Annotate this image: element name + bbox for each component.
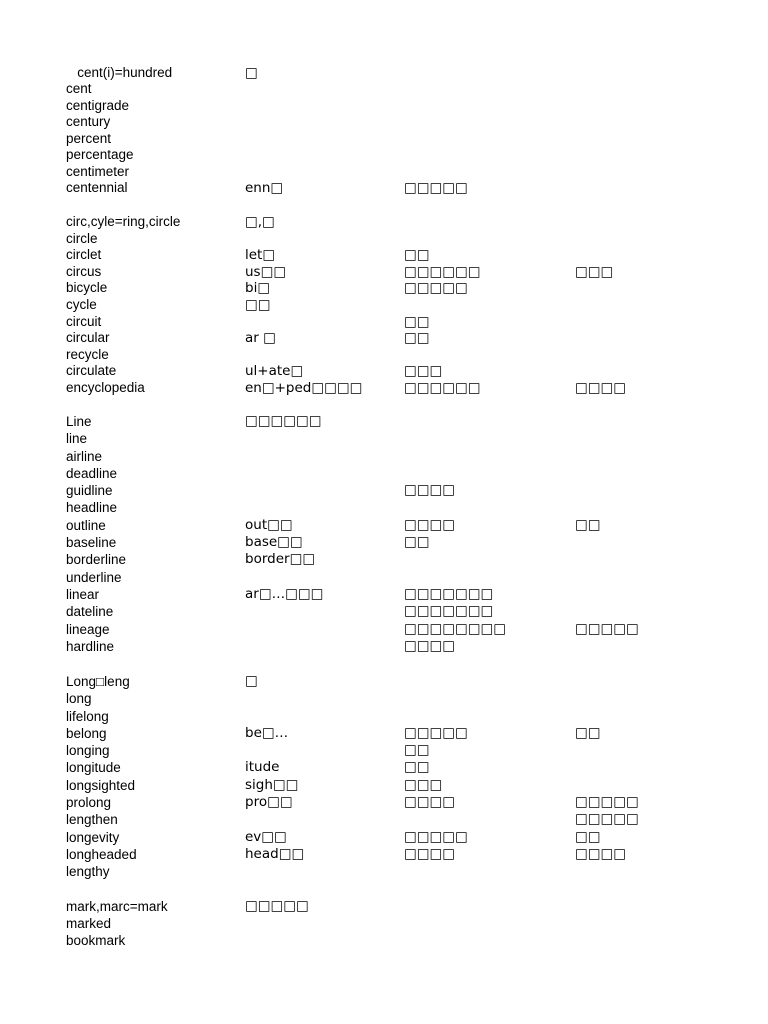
entry-note: enn□: [245, 180, 284, 197]
word-group: [0, 898, 768, 950]
entry-term: longevity: [66, 829, 120, 845]
entry-meaning: □□□□: [404, 845, 456, 862]
entry-meaning: □□□□□□□: [404, 603, 494, 620]
entry-meaning: □□: [404, 247, 430, 264]
entry-term: prolong: [66, 795, 112, 811]
entry-row: [0, 725, 768, 742]
entry-row: [0, 638, 768, 655]
entry-term: centimeter: [66, 163, 130, 179]
word-group: [0, 413, 768, 655]
entry-term: circ,cyle=ring,circle: [66, 214, 181, 229]
entry-term: belong: [66, 725, 107, 741]
entry-meaning: □□□□: [404, 637, 456, 654]
entry-row: [0, 759, 768, 776]
entry-meaning: □□: [404, 759, 430, 776]
entry-term: Long□leng: [66, 674, 130, 689]
entry-note: let□: [245, 247, 276, 264]
entry-term: cycle: [66, 296, 97, 312]
entry-term: hardline: [66, 638, 115, 654]
entry-term: borderline: [66, 552, 127, 568]
entry-term: cent(i)=hundred: [66, 65, 173, 80]
word-group-heading-row: [0, 673, 768, 690]
entry-term: dateline: [66, 604, 114, 620]
entry-term: encyclopedia: [66, 379, 145, 395]
entry-note: □: [245, 673, 258, 689]
entry-term: longheaded: [66, 846, 137, 862]
entry-term: outline: [66, 517, 106, 533]
entry-row: [0, 621, 768, 638]
entry-term: Line: [66, 414, 92, 429]
entry-term: guidline: [66, 483, 113, 499]
entry-meaning: □□□□□: [404, 828, 468, 845]
entry-meaning: □□□□□: [404, 280, 468, 297]
word-group-heading-row: [0, 898, 768, 915]
entry-note: be□…: [245, 724, 289, 741]
entry-note: ul+ate□: [245, 363, 304, 380]
entry-row: [0, 264, 768, 281]
word-group-heading-row: [0, 413, 768, 430]
entry-note: en□+ped□□□□: [245, 379, 363, 396]
entry-row: [0, 499, 768, 516]
entry-term: bicycle: [66, 280, 108, 296]
entry-term: circlet: [66, 247, 102, 263]
entry-term: centigrade: [66, 97, 130, 113]
word-group: [0, 65, 768, 197]
entry-row: [0, 314, 768, 331]
entry-row: [0, 794, 768, 811]
entry-meaning-extra: □□□□□: [575, 811, 639, 828]
entry-row: [0, 297, 768, 314]
entry-term: century: [66, 114, 111, 130]
entry-row: [0, 586, 768, 603]
entry-row: [0, 180, 768, 196]
entry-row: [0, 742, 768, 759]
word-group: [0, 673, 768, 881]
entry-row: [0, 690, 768, 707]
entry-note: us□□: [245, 263, 287, 280]
entry-term: cent: [66, 81, 92, 97]
entry-meaning-extra: □□: [575, 828, 601, 845]
entry-note: border□□: [245, 551, 316, 568]
entry-meaning: □□□□□□: [404, 263, 481, 280]
entry-term: circle: [66, 230, 98, 246]
entry-term: circuit: [66, 313, 102, 329]
entry-row: [0, 534, 768, 551]
entry-row: [0, 811, 768, 828]
entry-term: lengthen: [66, 812, 118, 828]
word-group-heading-row: [0, 214, 768, 231]
entry-note: □□□□□: [245, 898, 309, 914]
entry-row: [0, 430, 768, 447]
entry-row: [0, 164, 768, 180]
entry-row: [0, 551, 768, 568]
entry-meaning: □□□□□: [404, 724, 468, 741]
entry-term: lifelong: [66, 708, 109, 724]
entry-note: head□□: [245, 845, 305, 862]
entry-row: [0, 482, 768, 499]
entry-row: [0, 380, 768, 397]
entry-term: circulate: [66, 363, 117, 379]
entry-note: out□□: [245, 516, 293, 533]
entry-row: [0, 231, 768, 248]
entry-meaning-extra: □□□□□: [575, 620, 639, 637]
entry-note: pro□□: [245, 794, 293, 811]
entry-meaning: □□: [404, 313, 430, 330]
entry-note: □: [245, 65, 258, 81]
entry-term: percent: [66, 130, 112, 146]
entry-row: [0, 247, 768, 264]
entry-term: headline: [66, 500, 118, 516]
entry-term: longing: [66, 743, 110, 759]
entry-row: [0, 448, 768, 465]
entry-meaning-extra: □□□□□: [575, 794, 639, 811]
entry-row: [0, 330, 768, 347]
entry-note: □□□□□□: [245, 413, 322, 429]
entry-row: [0, 932, 768, 949]
entry-meaning: □□□□□□□□: [404, 620, 507, 637]
entry-term: percentage: [66, 147, 134, 163]
entry-row: [0, 708, 768, 725]
entry-meaning-extra: □□□□: [575, 845, 627, 862]
entry-note: ev□□: [245, 828, 287, 845]
entry-term: lengthy: [66, 864, 110, 880]
entry-term: recycle: [66, 346, 109, 362]
entry-term: airline: [66, 448, 103, 464]
entry-row: [0, 603, 768, 620]
entry-note: □□: [245, 296, 271, 313]
entry-meaning: □□□□□: [404, 180, 468, 197]
entry-row: [0, 863, 768, 880]
entry-term: longsighted: [66, 777, 136, 793]
entry-term: mark,marc=mark: [66, 899, 168, 914]
entry-term: baseline: [66, 535, 117, 551]
entry-note: base□□: [245, 534, 303, 551]
entry-meaning: □□□: [404, 363, 443, 380]
entry-note: ar □: [245, 330, 276, 347]
entry-note: sigh□□: [245, 776, 299, 793]
entry-term: underline: [66, 569, 122, 585]
entry-row: [0, 347, 768, 364]
entry-term: lineage: [66, 621, 110, 637]
entry-note: □,□: [245, 214, 275, 230]
entry-meaning: □□□□□□: [404, 379, 481, 396]
entry-term: longitude: [66, 760, 121, 776]
entry-row: [0, 829, 768, 846]
entry-meaning: □□□: [404, 776, 443, 793]
entry-meaning: □□□□: [404, 482, 456, 499]
entry-row: [0, 777, 768, 794]
entry-meaning: □□: [404, 330, 430, 347]
entry-note: ar□…□□□: [245, 585, 324, 602]
entry-meaning: □□: [404, 534, 430, 551]
entry-meaning-extra: □□□: [575, 263, 614, 280]
entry-row: [0, 465, 768, 482]
entry-row: [0, 517, 768, 534]
entry-row: [0, 363, 768, 380]
entry-note: itude: [245, 759, 280, 776]
entry-term: line: [66, 431, 88, 447]
entry-row: [0, 569, 768, 586]
entry-meaning: □□□□□□□: [404, 585, 494, 602]
entry-meaning: □□□□: [404, 516, 456, 533]
word-group-heading-row: [0, 65, 768, 81]
entry-meaning-extra: □□: [575, 516, 601, 533]
entry-term: linear: [66, 586, 100, 602]
entry-row: [0, 81, 768, 97]
entry-term: circus: [66, 263, 102, 279]
entry-row: [0, 98, 768, 114]
entry-meaning: □□: [404, 742, 430, 759]
entry-row: [0, 131, 768, 147]
entry-term: marked: [66, 916, 112, 932]
entry-row: [0, 114, 768, 130]
entry-term: deadline: [66, 465, 118, 481]
entry-term: centennial: [66, 180, 128, 196]
entry-term: circular: [66, 330, 110, 346]
entry-meaning-extra: □□□□: [575, 379, 627, 396]
entry-meaning-extra: □□: [575, 724, 601, 741]
entry-note: bi□: [245, 280, 271, 297]
entry-term: long: [66, 691, 92, 707]
entry-term: bookmark: [66, 933, 126, 949]
entry-row: [0, 915, 768, 932]
entry-row: [0, 280, 768, 297]
entry-meaning: □□□□: [404, 794, 456, 811]
entry-row: [0, 147, 768, 163]
entry-row: [0, 846, 768, 863]
word-group: [0, 214, 768, 397]
